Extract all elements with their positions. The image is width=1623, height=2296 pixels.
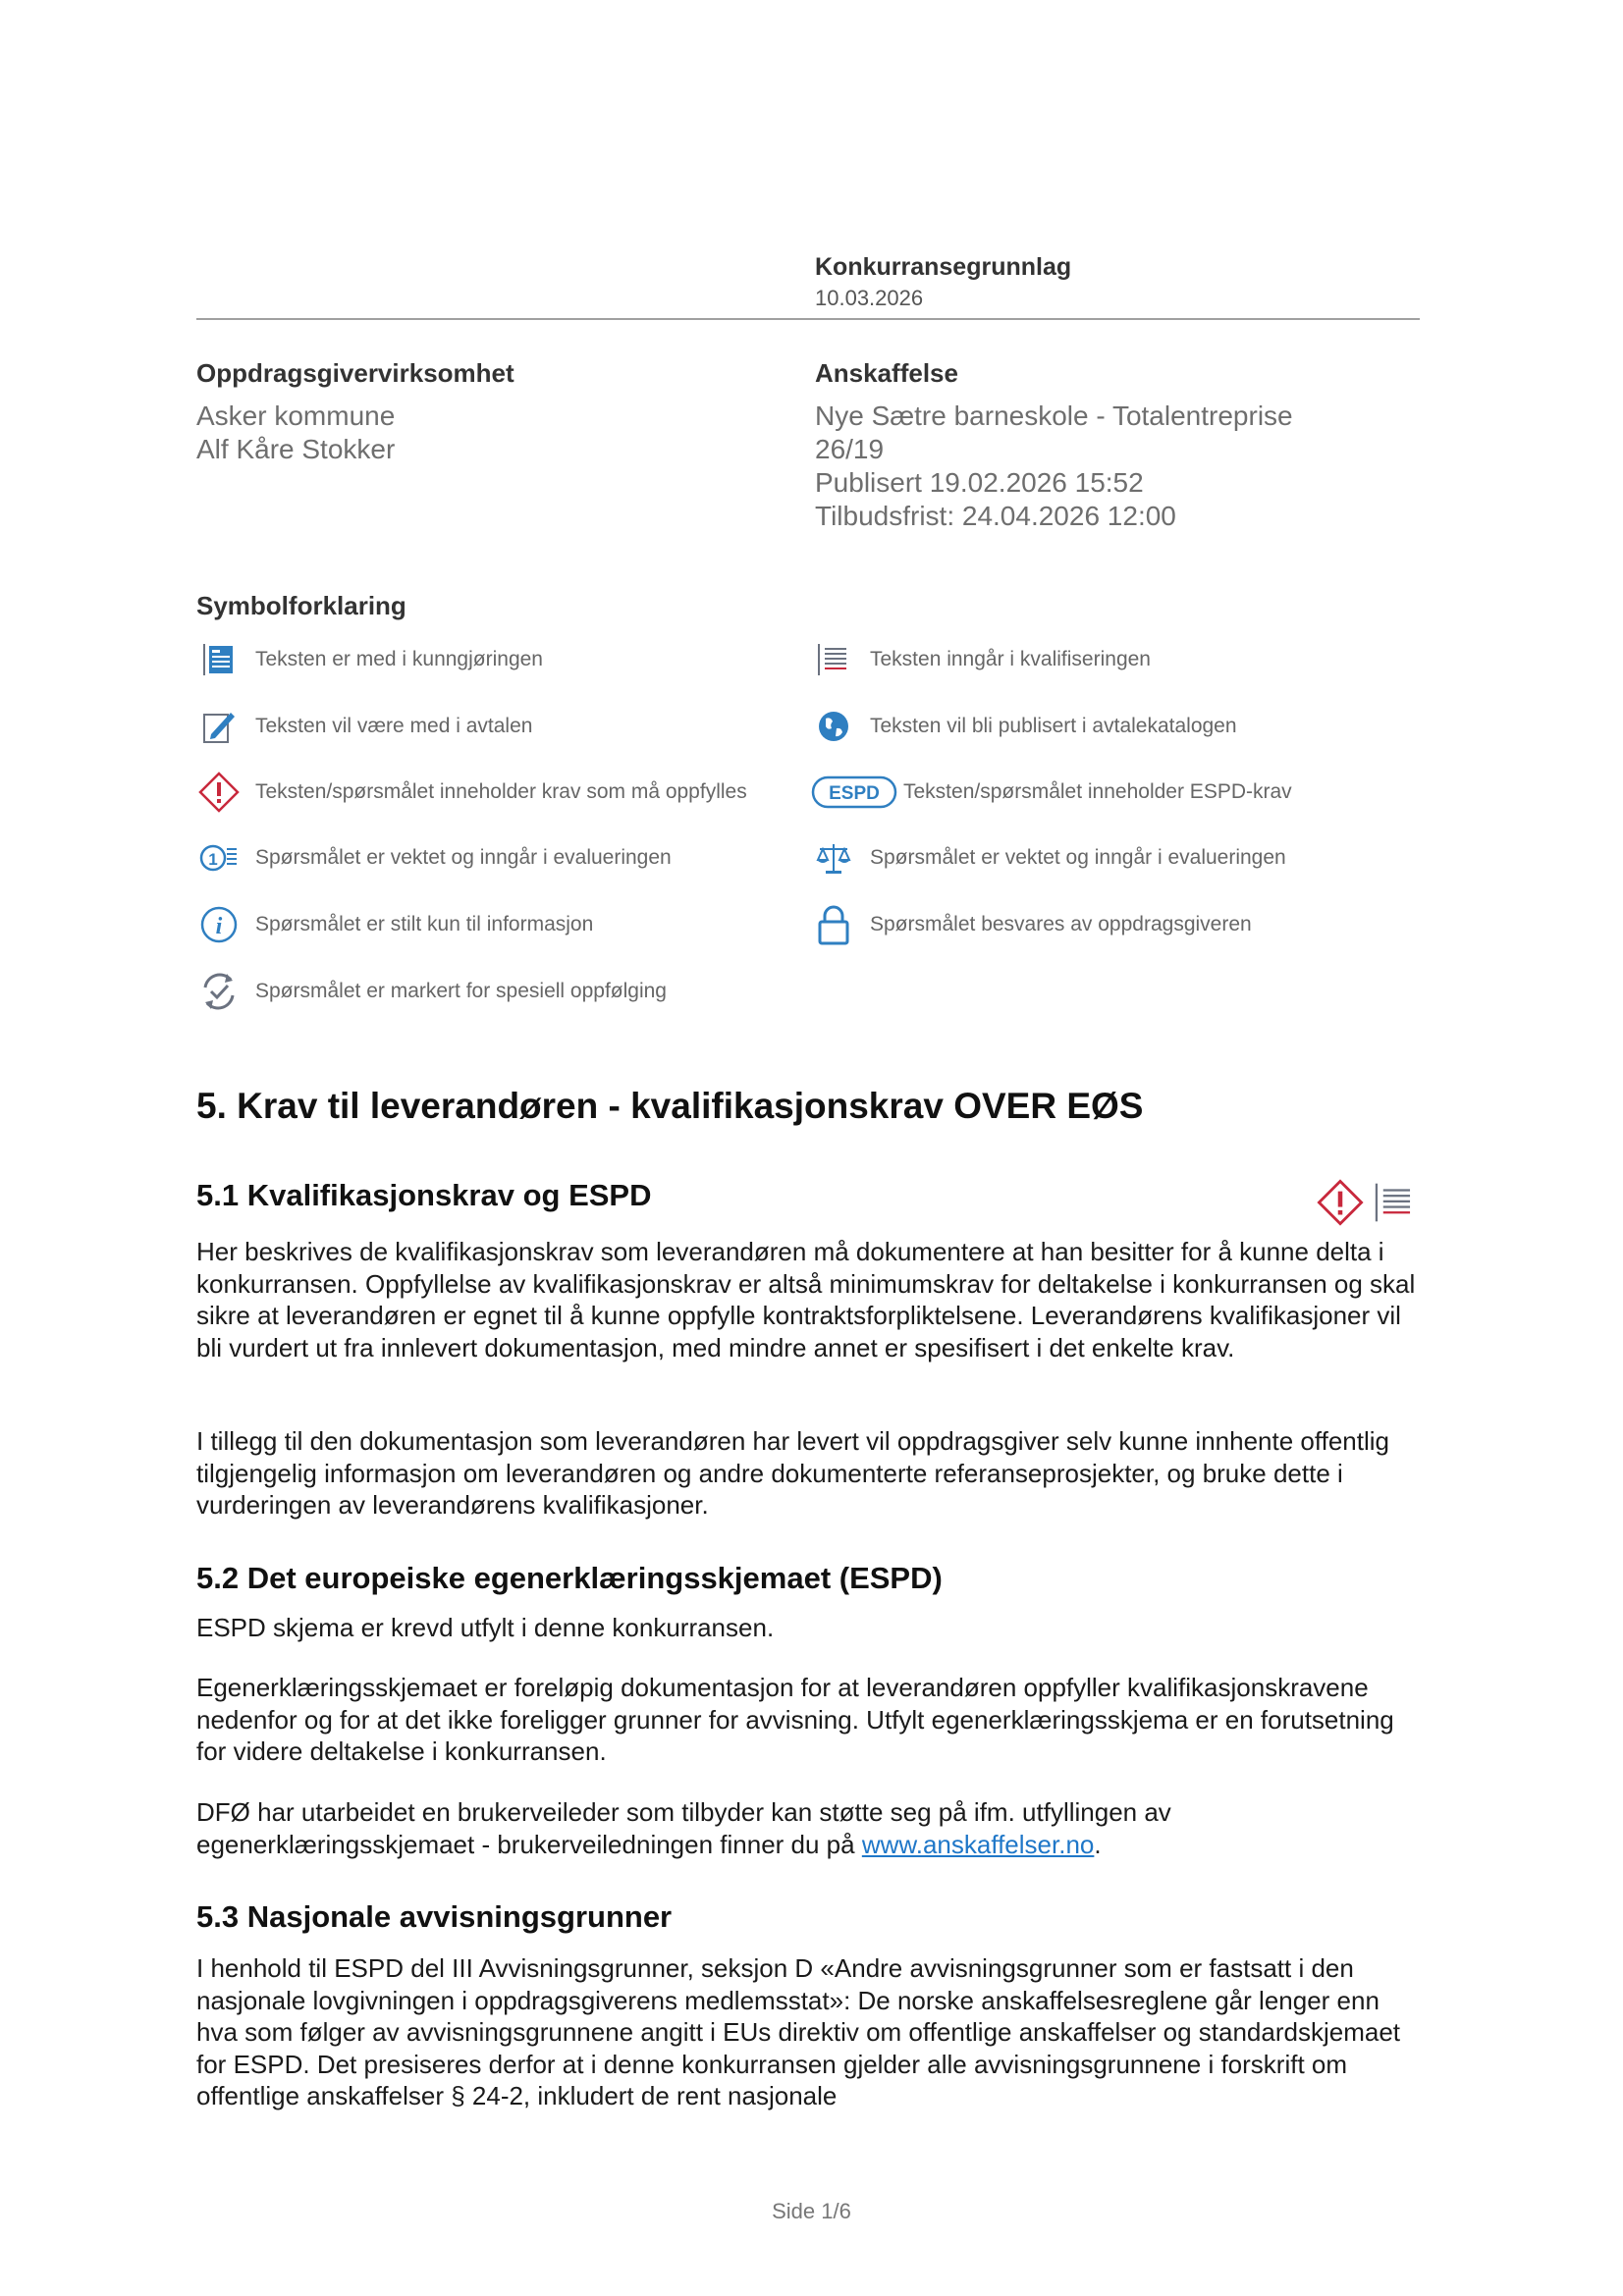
section-5-2-paragraph-2: Egenerklæringsskjemaet er foreløpig dokumentasjon for at leverandøren oppfyller kvalifikasjonskravene nedenfor og for at det ikke foreligger grunner for avvisning. Utfylt egenerklæringsskjema er en forutsetning for videre deltakelse i konkurransen. <box>196 1673 1394 1766</box>
document-title: Konkurransegrunnlag <box>815 253 1072 281</box>
followup-check-icon <box>196 970 242 1013</box>
legend-item-requirement <box>196 771 747 814</box>
scales-icon <box>811 836 856 880</box>
legend-item-qualification <box>811 638 1151 681</box>
globe-icon <box>811 705 856 748</box>
section-5-2-paragraph-1: ESPD skjema er krevd utfylt i denne konkurransen. <box>196 1613 775 1642</box>
section-5-2-paragraph-3 <box>196 1796 1424 1860</box>
procurement-name: Nye Sætre barneskole - Totalentreprise <box>815 400 1293 431</box>
procurement-case-number: 26/19 <box>815 434 885 464</box>
header-divider <box>196 318 1420 320</box>
legend-text: Spørsmålet er vektet og inngår i evalueringen <box>870 846 1286 869</box>
paragraph-text: DFØ har utarbeidet en brukerveileder som tilbyder kan støtte seg på ifm. utfyllingen av egenerklæringsskjemaet - brukerveiledningen finner du på <box>196 1797 1171 1859</box>
espd-badge-label: ESPD <box>829 783 880 804</box>
section-5-2-title: 5.2 Det europeiske egenerklæringsskjemaet (ESPD) <box>196 1561 943 1595</box>
legend-item-scales <box>811 836 1286 880</box>
legend-item-espd <box>811 771 1292 814</box>
legend-item-weighted <box>196 836 672 880</box>
anskaffelser-link[interactable]: www.anskaffelser.no <box>861 1829 1095 1859</box>
procurement-heading: Anskaffelse <box>815 358 958 388</box>
section-5-1-paragraph-2: I tillegg til den dokumentasjon som leverandøren har levert vil oppdragsgiver selv kunne innhente offentlig tilgjengelig informasjon om leverandøren og andre dokumenterte referanseprosjekter, og bruke dette i vurderingen av leverandørens kvalifikasjoner. <box>196 1426 1390 1520</box>
legend-text: Teksten/spørsmålet inneholder krav som må oppfylles <box>255 780 747 803</box>
section-5-1-title: 5.1 Kvalifikasjonskrav og ESPD <box>196 1178 652 1212</box>
svg-text:1: 1 <box>208 850 218 869</box>
section-5-title: 5. Krav til leverandøren - kvalifikasjonskrav OVER EØS <box>196 1086 1144 1126</box>
document-date: 10.03.2026 <box>815 286 924 310</box>
legend-item-info <box>196 903 593 946</box>
legend-text: Spørsmålet er markert for spesiell oppfølging <box>255 980 667 1002</box>
qualification-list-icon <box>811 638 856 681</box>
legend-item-locked <box>811 903 1252 946</box>
section-5-3-title: 5.3 Nasjonale avvisningsgrunner <box>196 1899 673 1934</box>
section-5-3-paragraph-1: I henhold til ESPD del III Avvisningsgrunner, seksjon D «Andre avvisningsgrunner som er fastsatt i den nasjonale lovgivningen i oppdragsgiverens medlemsstat»: De norske anskaffelsesreglene går lenger enn hva som følger av avvisningsgrunnene angitt i EUs direktiv om offentlige anskaffelser og standardskjemaet for ESPD. Det presiseres derfor at i denne konkurransen gjelder alle avvisningsgrunnene i forskrift om offentlige anskaffelser § 24-2, inkludert de rent nasjonale <box>196 1953 1401 2110</box>
legend-text: Teksten er med i kunngjøringen <box>255 648 543 670</box>
legend-text: Teksten inngår i kvalifiseringen <box>870 648 1151 670</box>
buyer-info <box>196 400 395 466</box>
legend-item-catalog <box>811 705 1237 748</box>
procurement-info <box>815 400 1293 533</box>
buyer-contact: Alf Kåre Stokker <box>196 434 396 464</box>
lock-icon <box>811 903 856 946</box>
legend-item-followup <box>196 970 667 1013</box>
page-number: Side 1/6 <box>772 2199 851 2223</box>
legend-text: Teksten/spørsmålet inneholder ESPD-krav <box>903 780 1292 803</box>
paragraph-text: . <box>1094 1829 1102 1859</box>
info-icon <box>196 903 242 946</box>
espd-badge-icon <box>811 771 897 814</box>
qualification-list-icon <box>1371 1178 1416 1232</box>
legend-text: Spørsmålet er vektet og inngår i evalueringen <box>255 846 672 869</box>
legend-text: Spørsmålet er stilt kun til informasjon <box>255 913 594 935</box>
buyer-name: Asker kommune <box>196 400 396 431</box>
buyer-heading: Oppdragsgivervirksomhet <box>196 358 514 388</box>
legend-text: Spørsmålet besvares av oppdragsgiveren <box>870 913 1252 935</box>
legend-item-announcement <box>196 638 543 681</box>
requirement-warning-icon <box>196 771 242 814</box>
svg-text:i: i <box>215 914 223 939</box>
contract-edit-icon <box>196 705 242 748</box>
section-5-1-paragraph-1: Her beskrives de kvalifikasjonskrav som leverandøren må dokumentere at han besitter for å kunne delta i konkurransen. Oppfyllelse av kvalifikasjonskrav er altså minimumskrav for deltakelse i konkurransen og skal sikre at leverandøren er egnet til å kunne oppfylle kontraktsforpliktelsene. Leverandørens kvalifikasjoner vil bli vurdert ut fra innlevert dokumentasjon, med mindre annet er spesifisert i det enkelte krav. <box>196 1237 1416 1362</box>
procurement-published: Publisert 19.02.2026 15:52 <box>815 467 1144 498</box>
requirement-warning-icon <box>1316 1178 1365 1232</box>
legend-text: Teksten vil være med i avtalen <box>255 715 533 737</box>
legend-item-contract <box>196 705 532 748</box>
legend-text: Teksten vil bli publisert i avtalekatalogen <box>870 715 1237 737</box>
announcement-icon <box>196 638 242 681</box>
symbol-legend-title: Symbolforklaring <box>196 591 406 620</box>
weighted-list-icon <box>196 836 242 880</box>
section-5-1-icons <box>1316 1178 1416 1232</box>
procurement-deadline: Tilbudsfrist: 24.04.2026 12:00 <box>815 501 1176 531</box>
